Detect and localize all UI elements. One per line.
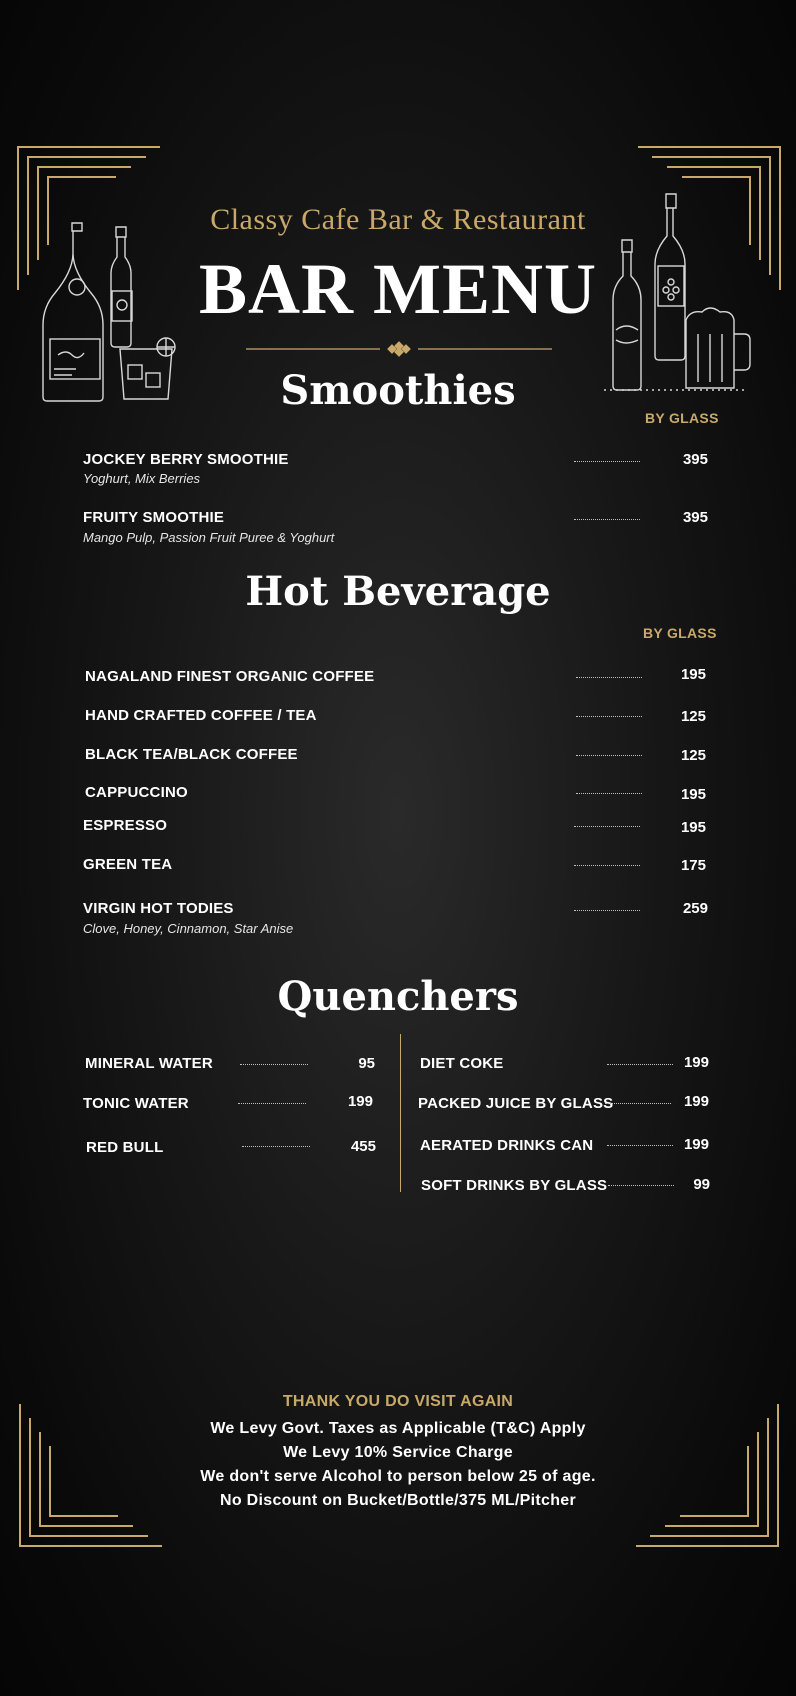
- dotted-leader: [576, 755, 642, 756]
- menu-item-name: RED BULL: [86, 1139, 164, 1156]
- menu-item-name: TONIC WATER: [83, 1095, 189, 1112]
- section-title-quenchers: Quenchers: [277, 973, 519, 1020]
- menu-item-price: 199: [683, 1054, 709, 1071]
- menu-title: BAR MENU: [199, 249, 597, 329]
- menu-item-desc: Yoghurt, Mix Berries: [83, 471, 201, 486]
- menu-item-name: JOCKEY BERRY SMOOTHIE: [83, 451, 289, 468]
- dotted-leader: [240, 1064, 308, 1065]
- menu-item-price: 259: [682, 900, 708, 917]
- menu-item-desc: Clove, Honey, Cinnamon, Star Anise: [83, 921, 294, 936]
- menu-item-price: 175: [680, 857, 706, 874]
- menu-item-price: 95: [358, 1055, 375, 1072]
- menu-item-name: FRUITY SMOOTHIE: [83, 509, 225, 526]
- footer-note: No Discount on Bucket/Bottle/375 ML/Pitcher: [219, 1492, 577, 1509]
- menu-item-price: 199: [683, 1136, 709, 1153]
- menu-item-name: ESPRESSO: [83, 817, 168, 834]
- dotted-leader: [576, 677, 642, 678]
- menu-item-name: PACKED JUICE BY GLASS: [418, 1095, 614, 1112]
- menu-item-price: 395: [682, 509, 708, 526]
- menu-item-name: GREEN TEA: [83, 856, 173, 873]
- dotted-leader: [574, 826, 640, 827]
- section-title-smoothies: Smoothies: [280, 367, 516, 414]
- dotted-leader: [574, 519, 640, 520]
- footer-note: We Levy 10% Service Charge: [283, 1444, 513, 1461]
- dotted-leader: [574, 910, 640, 911]
- section-title-hot-beverage: Hot Beverage: [245, 568, 551, 615]
- footer-note: We Levy Govt. Taxes as Applicable (T&C) Apply: [210, 1420, 586, 1437]
- dotted-leader: [576, 793, 642, 794]
- dotted-leader: [238, 1103, 306, 1104]
- menu-item-name: NAGALAND FINEST ORGANIC COFFEE: [85, 668, 375, 685]
- menu-item-name: AERATED DRINKS CAN: [420, 1137, 594, 1154]
- menu-item-price: 199: [347, 1093, 373, 1110]
- dotted-leader: [576, 716, 642, 717]
- menu-item-price: 125: [680, 747, 706, 764]
- thank-you-note: THANK YOU DO VISIT AGAIN: [282, 1393, 514, 1410]
- dotted-leader: [242, 1146, 310, 1147]
- footer-note: We don't serve Alcohol to person below 25 of age.: [200, 1468, 596, 1485]
- by-glass-label-smoothies: BY GLASS: [645, 410, 719, 426]
- menu-item-price: 99: [693, 1176, 710, 1193]
- by-glass-label-hot-beverage: BY GLASS: [643, 625, 717, 641]
- menu-item-name: DIET COKE: [420, 1055, 504, 1072]
- menu-item-price: 455: [350, 1138, 376, 1155]
- restaurant-name: Classy Cafe Bar & Restaurant: [210, 203, 586, 236]
- menu-item-price: 199: [683, 1093, 709, 1110]
- menu-item-name: BLACK TEA/BLACK COFFEE: [85, 746, 298, 763]
- menu-item-name: MINERAL WATER: [85, 1055, 213, 1072]
- menu-item-price: 195: [680, 786, 706, 803]
- menu-item-name: CAPPUCCINO: [85, 784, 188, 801]
- menu-item-price: 395: [682, 451, 708, 468]
- dotted-leader: [574, 865, 640, 866]
- diamond-divider-ornament: [246, 341, 552, 357]
- menu-item-price: 195: [680, 666, 706, 683]
- column-divider: [400, 1034, 401, 1192]
- menu-item-desc: Mango Pulp, Passion Fruit Puree & Yoghurt: [83, 530, 335, 545]
- menu-item-name: HAND CRAFTED COFFEE / TEA: [85, 707, 317, 724]
- menu-item-name: VIRGIN HOT TODIES: [83, 900, 234, 917]
- menu-item-price: 125: [680, 708, 706, 725]
- menu-item-price: 195: [680, 819, 706, 836]
- menu-item-name: SOFT DRINKS BY GLASS: [421, 1177, 608, 1194]
- dotted-leader: [574, 461, 640, 462]
